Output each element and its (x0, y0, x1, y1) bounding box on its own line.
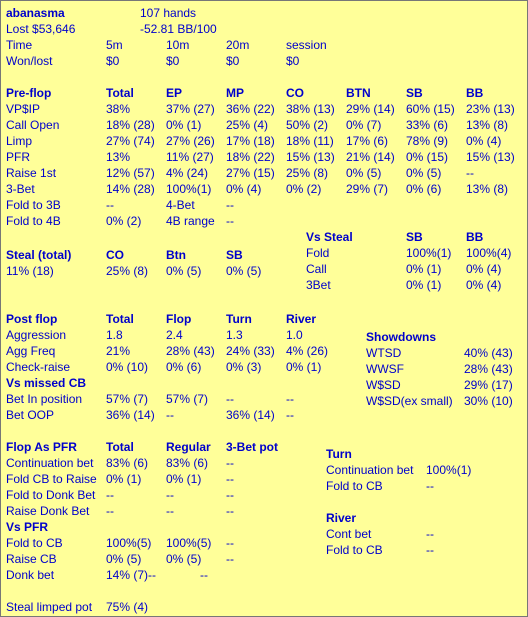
flop-pfr-cell: -- (226, 504, 234, 518)
flop-pfr-cell: 0% (1) (166, 472, 202, 486)
postflop-cell: 28% (43) (166, 344, 215, 358)
time-10m: 10m (166, 38, 190, 52)
preflop-row-label: PFR (6, 150, 30, 164)
flop-pfr-cell: 83% (6) (166, 456, 209, 470)
preflop-cell: 21% (14) (346, 150, 395, 164)
preflop-cell: 37% (27) (166, 102, 215, 116)
flop-pfr-row-label: Continuation bet (6, 456, 94, 470)
preflop-row-label: VP$IP (6, 102, 41, 116)
flop-pfr-cell: 0% (1) (106, 472, 142, 486)
vs-missed-cb-cell: -- (286, 408, 294, 422)
vs-pfr-title: Vs PFR (6, 520, 49, 534)
vs-pfr-row-label: Fold to CB (6, 536, 63, 550)
vs-missed-cb-title: Vs missed CB (6, 376, 87, 390)
vs-missed-cb-cell: 36% (14) (106, 408, 155, 422)
river-row-label: Fold to CB (326, 543, 383, 557)
preflop-cell: -- (106, 198, 114, 212)
vs-pfr-cell: 100%(5) (106, 536, 152, 550)
vs-pfr-cell: -- (226, 552, 234, 566)
postflop-header-total: Total (106, 312, 134, 326)
postflop-cell: 21% (106, 344, 131, 358)
flop-pfr-cell: 83% (6) (106, 456, 149, 470)
preflop-cell: 36% (22) (226, 102, 275, 116)
steal-sb: 0% (5) (226, 264, 262, 278)
preflop-cell: 27% (15) (226, 166, 275, 180)
flop-pfr-cell: -- (106, 488, 114, 502)
preflop-cell: 15% (13) (466, 150, 515, 164)
flop-pfr-cell: -- (226, 472, 234, 486)
preflop-cell: 78% (9) (406, 134, 449, 148)
postflop-header-river: River (286, 312, 317, 326)
preflop-cell: 4B range (166, 214, 215, 228)
wonlost-5m: $0 (106, 54, 120, 68)
steal-co: 25% (8) (106, 264, 149, 278)
preflop-cell: 38% (13) (286, 102, 335, 116)
showdown-value: 28% (43) (464, 362, 513, 376)
preflop-cell: 0% (2) (106, 214, 142, 228)
wonlost-session: $0 (286, 54, 300, 68)
flop-pfr-header-total: Total (106, 440, 134, 454)
preflop-row-label: Fold to 3B (6, 198, 61, 212)
preflop-cell: -- (226, 214, 234, 228)
flop-pfr-cell: -- (166, 488, 174, 502)
steal-limped-label: Steal limped pot (6, 600, 93, 614)
postflop-cell: 0% (6) (166, 360, 202, 374)
vs-missed-cb-cell: -- (166, 408, 174, 422)
preflop-cell: 4-Bet (166, 198, 195, 212)
showdown-row-label: WTSD (366, 346, 402, 360)
postflop-row-label: Agg Freq (6, 344, 56, 358)
flop-pfr-row-label: Raise Donk Bet (6, 504, 90, 518)
turn-row-label: Continuation bet (326, 463, 414, 477)
vs-missed-cb-cell: 57% (7) (166, 392, 209, 406)
vs-steal-row-label: Fold (306, 246, 330, 260)
wonlost-20m: $0 (226, 54, 240, 68)
vs-pfr-cell: 14% (7)-- (106, 568, 157, 582)
vs-pfr-cell: 0% (5) (106, 552, 142, 566)
preflop-cell: 0% (4) (226, 182, 262, 196)
preflop-cell: 13% (106, 150, 131, 164)
time-label: Time (6, 38, 33, 52)
vs-missed-cb-row-label: Bet OOP (6, 408, 55, 422)
preflop-row-label: Call Open (6, 118, 60, 132)
preflop-cell: 15% (13) (286, 150, 335, 164)
preflop-cell: 0% (7) (346, 118, 382, 132)
preflop-cell: 100%(1) (166, 182, 212, 196)
turn-title: Turn (326, 447, 352, 461)
hands-count: 107 hands (140, 6, 197, 20)
vs-pfr-cell: -- (200, 568, 208, 582)
preflop-cell: 0% (5) (346, 166, 382, 180)
showdown-value: 40% (43) (464, 346, 513, 360)
preflop-cell: 17% (6) (346, 134, 389, 148)
preflop-cell: 50% (2) (286, 118, 329, 132)
flop-pfr-title: Flop As PFR (6, 440, 77, 454)
vs-steal-cell-bb: 0% (4) (466, 278, 502, 292)
wonlost-label: Won/lost (6, 54, 53, 68)
preflop-row-label: Fold to 4B (6, 214, 61, 228)
showdowns-title: Showdowns (366, 330, 436, 344)
preflop-header-sb: SB (406, 86, 423, 100)
preflop-cell: 0% (15) (406, 150, 449, 164)
vs-steal-cell-sb: 0% (1) (406, 278, 442, 292)
preflop-cell: 29% (7) (346, 182, 389, 196)
postflop-row-label: Aggression (6, 328, 67, 342)
river-value: -- (426, 527, 434, 541)
flop-pfr-cell: -- (106, 504, 114, 518)
postflop-cell: 0% (1) (286, 360, 322, 374)
flop-pfr-header-3bet: 3-Bet pot (226, 440, 278, 454)
preflop-row-label: Raise 1st (6, 166, 57, 180)
vs-steal-row-label: 3Bet (306, 278, 331, 292)
steal-header-co: CO (106, 248, 124, 262)
preflop-cell: 27% (26) (166, 134, 215, 148)
preflop-cell: 12% (57) (106, 166, 155, 180)
postflop-cell: 1.8 (106, 328, 123, 342)
time-20m: 20m (226, 38, 250, 52)
vs-steal-cell-sb: 100%(1) (406, 246, 452, 260)
vs-steal-title: Vs Steal (306, 230, 353, 244)
turn-value: 100%(1) (426, 463, 472, 477)
preflop-cell: 11% (27) (166, 150, 214, 164)
vs-pfr-cell: 0% (5) (166, 552, 202, 566)
preflop-cell: 38% (106, 102, 131, 116)
showdown-row-label: W$SD (366, 378, 401, 392)
steal-header-btn: Btn (166, 248, 186, 262)
preflop-header-bb: BB (466, 86, 484, 100)
time-5m: 5m (106, 38, 123, 52)
preflop-cell: 0% (1) (166, 118, 202, 132)
vs-pfr-row-label: Raise CB (6, 552, 57, 566)
showdown-value: 30% (10) (464, 394, 513, 408)
preflop-cell: 17% (18) (226, 134, 275, 148)
preflop-cell: 13% (8) (466, 118, 509, 132)
postflop-cell: 2.4 (166, 328, 183, 342)
steal-title: Steal (total) (6, 248, 72, 262)
preflop-cell: 0% (4) (466, 134, 502, 148)
preflop-cell: 18% (28) (106, 118, 155, 132)
preflop-cell: -- (226, 198, 234, 212)
preflop-cell: 0% (6) (406, 182, 442, 196)
vs-pfr-row-label: Donk bet (6, 568, 55, 582)
preflop-header-mp: MP (226, 86, 244, 100)
postflop-header-turn: Turn (226, 312, 252, 326)
preflop-header-ep: EP (166, 86, 183, 100)
steal-limped-value: 75% (4) (106, 600, 149, 614)
preflop-header-co: CO (286, 86, 304, 100)
flop-pfr-cell: -- (226, 456, 234, 470)
preflop-cell: 33% (6) (406, 118, 449, 132)
bb-per-100: -52.81 BB/100 (140, 22, 217, 36)
vs-steal-cell-sb: 0% (1) (406, 262, 442, 276)
preflop-cell: 13% (8) (466, 182, 509, 196)
wonlost-10m: $0 (166, 54, 180, 68)
vs-steal-cell-bb: 0% (4) (466, 262, 502, 276)
preflop-cell: 25% (4) (226, 118, 269, 132)
vs-missed-cb-cell: 36% (14) (226, 408, 275, 422)
postflop-cell: 1.3 (226, 328, 243, 342)
steal-total: 11% (18) (6, 264, 54, 278)
postflop-row-label: Check-raise (6, 360, 71, 374)
preflop-header-btn: BTN (346, 86, 371, 100)
vs-missed-cb-row-label: Bet In position (6, 392, 83, 406)
postflop-cell: 0% (3) (226, 360, 262, 374)
vs-steal-header-bb: BB (466, 230, 484, 244)
preflop-cell: 25% (8) (286, 166, 329, 180)
river-title: River (326, 511, 357, 525)
preflop-cell: 18% (22) (226, 150, 275, 164)
vs-steal-row-label: Call (306, 262, 327, 276)
vs-pfr-cell: 100%(5) (166, 536, 212, 550)
preflop-cell: 0% (2) (286, 182, 322, 196)
postflop-cell: 1.0 (286, 328, 303, 342)
flop-pfr-row-label: Fold CB to Raise (6, 472, 97, 486)
flop-pfr-header-regular: Regular (166, 440, 211, 454)
steal-btn: 0% (5) (166, 264, 202, 278)
player-name[interactable]: abanasma (6, 6, 65, 20)
postflop-title: Post flop (6, 312, 58, 326)
vs-missed-cb-cell: -- (226, 392, 234, 406)
preflop-row-label: Limp (6, 134, 33, 148)
preflop-cell: 60% (15) (406, 102, 455, 116)
steal-header-sb: SB (226, 248, 243, 262)
lost-amount: Lost $53,646 (6, 22, 76, 36)
preflop-header-total: Total (106, 86, 134, 100)
turn-value: -- (426, 479, 434, 493)
preflop-cell: 18% (11) (286, 134, 334, 148)
vs-missed-cb-cell: 57% (7) (106, 392, 149, 406)
flop-pfr-cell: -- (226, 488, 234, 502)
vs-steal-header-sb: SB (406, 230, 423, 244)
preflop-cell: 14% (28) (106, 182, 155, 196)
showdown-row-label: W$SD(ex small) (366, 394, 453, 408)
river-row-label: Cont bet (326, 527, 372, 541)
vs-steal-cell-bb: 100%(4) (466, 246, 512, 260)
flop-pfr-cell: -- (166, 504, 174, 518)
postflop-cell: 24% (33) (226, 344, 275, 358)
preflop-title: Pre-flop (6, 86, 52, 100)
postflop-cell: 0% (10) (106, 360, 149, 374)
preflop-cell: -- (466, 166, 474, 180)
preflop-cell: 27% (74) (106, 134, 155, 148)
preflop-row-label: 3-Bet (6, 182, 35, 196)
preflop-cell: 23% (13) (466, 102, 515, 116)
postflop-header-flop: Flop (166, 312, 192, 326)
vs-pfr-cell: -- (226, 536, 234, 550)
flop-pfr-row-label: Fold to Donk Bet (6, 488, 96, 502)
vs-missed-cb-cell: -- (286, 392, 294, 406)
preflop-cell: 4% (24) (166, 166, 209, 180)
time-session: session (286, 38, 327, 52)
showdown-value: 29% (17) (464, 378, 513, 392)
postflop-cell: 4% (26) (286, 344, 329, 358)
preflop-cell: 0% (5) (406, 166, 442, 180)
showdown-row-label: WWSF (366, 362, 404, 376)
turn-row-label: Fold to CB (326, 479, 383, 493)
preflop-cell: 29% (14) (346, 102, 395, 116)
river-value: -- (426, 543, 434, 557)
